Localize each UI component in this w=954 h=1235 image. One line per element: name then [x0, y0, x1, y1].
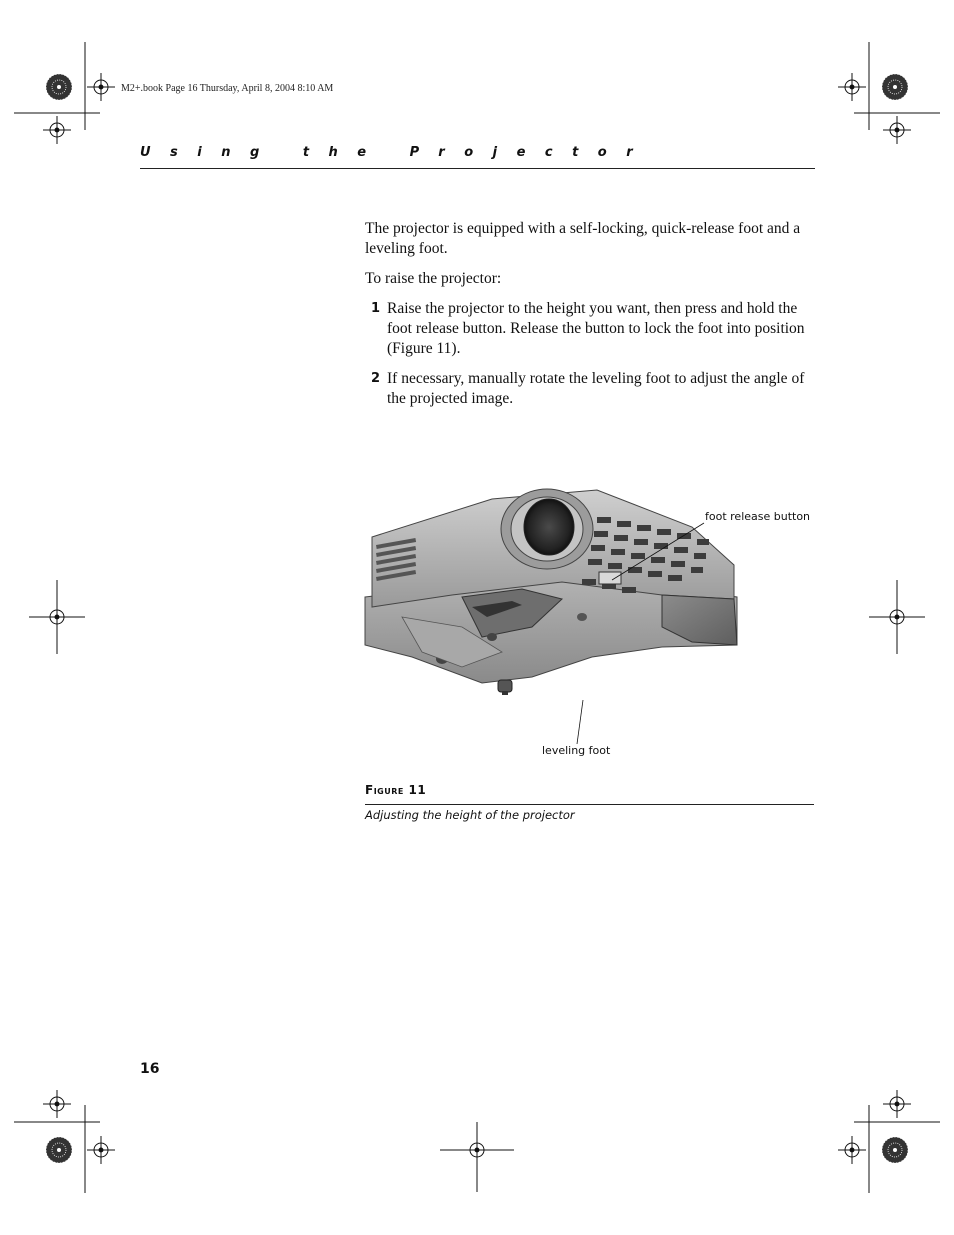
step-number: 1 — [371, 301, 381, 316]
step-text: If necessary, manually rotate the leveling foot to adjust the angle of the projected image. — [387, 370, 805, 407]
callout-foot-release-button: foot release button — [705, 510, 811, 523]
figure-caption: Adjusting the height of the projector — [365, 808, 575, 822]
book-slug-line: M2+.book Page 16 Thursday, April 8, 2004 8:10 AM — [121, 83, 334, 94]
running-header: Using the Projector — [140, 145, 653, 160]
header-rule — [140, 168, 815, 169]
step-2 — [365, 369, 815, 409]
lead-in-paragraph: To raise the projector: — [365, 270, 502, 287]
figure-rule — [365, 804, 814, 805]
projector-illustration — [362, 487, 742, 702]
page-number: 16 — [140, 1061, 160, 1077]
intro-paragraph: The projector is equipped with a self-locking, quick-release foot and a leveling foot. — [365, 220, 801, 257]
figure-label: Figure 11 — [365, 783, 427, 797]
callout-leveling-foot: leveling foot — [542, 744, 611, 757]
step-1 — [365, 299, 815, 359]
step-number: 2 — [371, 371, 381, 386]
step-text: Raise the projector to the height you want, then press and hold the foot release button. Release the button to lock the foot into position (Figure 11). — [387, 300, 805, 357]
